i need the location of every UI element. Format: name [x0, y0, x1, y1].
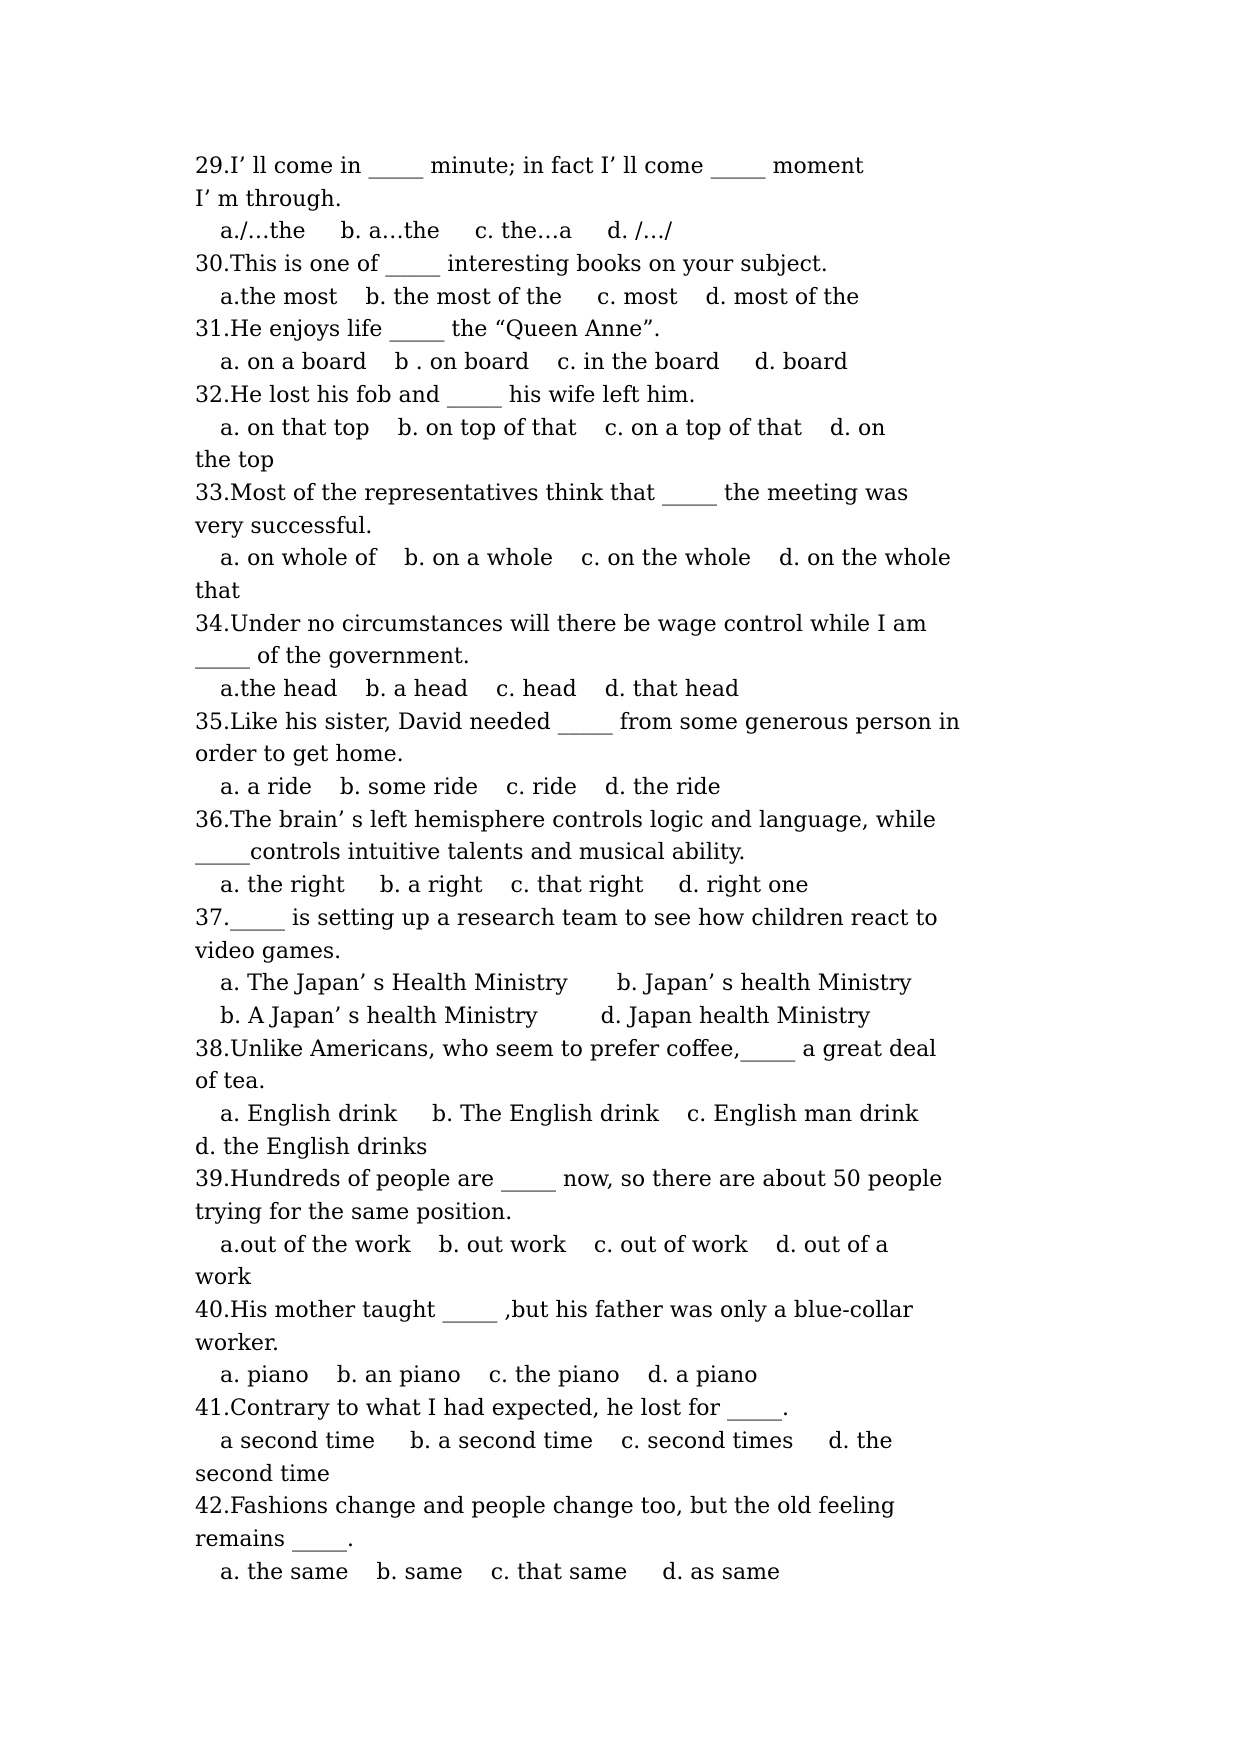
text-line: 41.Contrary to what I had expected, he lost for _____. [195, 1396, 789, 1422]
text-line: _____controls intuitive talents and musical ability. [195, 840, 746, 866]
text-line: video games. [195, 938, 342, 964]
text-line: a. the same b. same c. that same d. as same [220, 1559, 780, 1585]
text-line: a second time b. a second time c. second times d. the [220, 1428, 893, 1454]
text-line: b. A Japan’ s health Ministry d. Japan health Ministry [220, 1003, 871, 1029]
text-line: 31.He enjoys life _____ the “Queen Anne”. [195, 317, 661, 343]
text-line: 30.This is one of _____ interesting books on your subject. [195, 252, 828, 278]
text-line: 40.His mother taught _____ ,but his father was only a blue-collar [195, 1298, 913, 1324]
text-line: 42.Fashions change and people change too, but the old feeling [195, 1494, 895, 1520]
text-line: a.the most b. the most of the c. most d. most of the [220, 284, 860, 310]
text-line: trying for the same position. [195, 1200, 513, 1225]
text-line: a. on whole of b. on a whole c. on the whole d. on the whole [220, 546, 951, 572]
text-line: order to get home. [195, 742, 404, 768]
text-line: d. the English drinks [195, 1134, 428, 1160]
text-line: a. a ride b. some ride c. ride d. the ride [220, 775, 721, 801]
text-line: a. piano b. an piano c. the piano d. a piano [220, 1363, 758, 1389]
text-line: a./…the b. a…the c. the…a d. /…/ [220, 219, 673, 245]
text-line: 29.I’ ll come in _____ minute; in fact I’ ll come _____ moment [195, 154, 864, 179]
text-line: 32.He lost his fob and _____ his wife left him. [195, 382, 696, 408]
text-line: 39.Hundreds of people are _____ now, so there are about 50 people [195, 1167, 943, 1193]
text-line: 37._____ is setting up a research team to see how children react to [195, 905, 938, 931]
text-line: 36.The brain’ s left hemisphere controls logic and language, while [195, 807, 936, 833]
text-line: I’ m through. [195, 186, 342, 212]
question-list [195, 151, 1055, 1589]
text-line: a. the right b. a right c. that right d. right one [220, 873, 809, 899]
text-line: a. on a board b . on board c. in the board d. board [220, 350, 848, 376]
text-line: a. on that top b. on top of that c. on a top of that d. on [220, 415, 886, 441]
text-line: a.the head b. a head c. head d. that head [220, 677, 740, 702]
text-line: work [195, 1265, 251, 1291]
text-line: worker. [195, 1330, 280, 1356]
text-line: very successful. [195, 513, 373, 539]
text-line: 35.Like his sister, David needed _____ from some generous person in [195, 709, 960, 735]
text-line: a. English drink b. The English drink c. English man drink [220, 1101, 919, 1127]
text-line: 33.Most of the representatives think that _____ the meeting was [195, 480, 909, 506]
text-line: remains _____. [195, 1526, 354, 1552]
text-line: a. The Japan’ s Health Ministry b. Japan’ s health Ministry [220, 971, 912, 997]
text-line: 34.Under no circumstances will there be wage control while I am [195, 611, 927, 637]
text-line: a.out of the work b. out work c. out of work d. out of a [220, 1232, 889, 1258]
text-line: the top [195, 448, 275, 474]
text-line: second time [195, 1461, 330, 1487]
text-line: _____ of the government. [195, 644, 470, 670]
text-line: that [195, 578, 240, 604]
text-line: 38.Unlike Americans, who seem to prefer coffee,_____ a great deal [195, 1036, 937, 1062]
text-line: of tea. [195, 1069, 266, 1095]
